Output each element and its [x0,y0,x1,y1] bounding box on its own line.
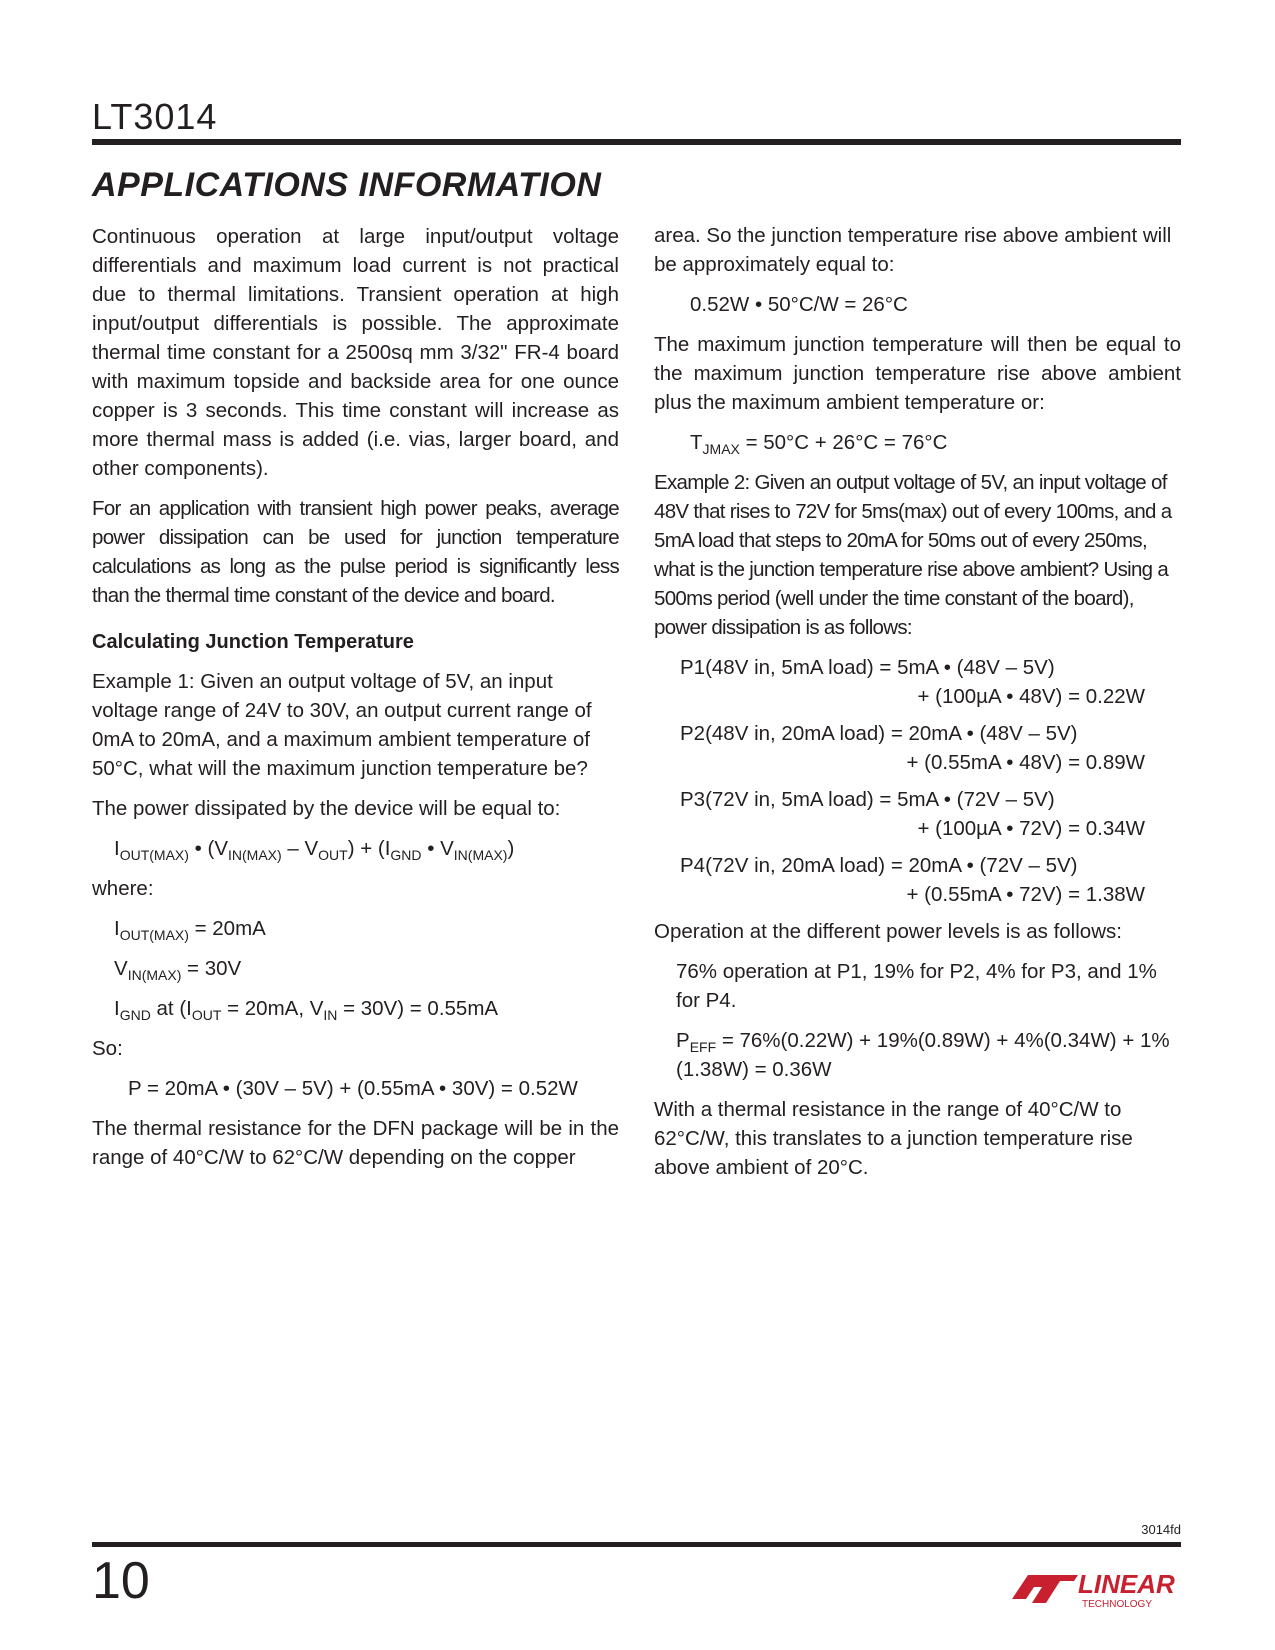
where-label: where: [92,877,154,900]
formula-tjmax: $T_{JMAX} = 50^\circ C + 26^\circ C = 76^\circ C$ [690,431,948,457]
operation-percentages: 76% operation at P1, 19% for P2, 4% for P3, and 1% for P4. [676,960,1157,1012]
power-equation: P4(72V in, 20mA load) = 20mA • (72V – 5V) + (0.55mA • 72V) = 1.38W [680,854,1145,906]
paragraph: For an application with transient high power peaks, average power dissipation can be used for junction temperature calculations as long as the pulse period is significantly less than the thermal time constant of the device and board. [92,497,619,607]
paragraph: Example 1: Given an output voltage of 5V, an input voltage range of 24V to 30V, an output current range of 0mA to 20mA, and a maximum ambient temperature of 50°C, what will the maximum junction temperature be? [92,670,592,780]
lt-logo-mark-icon [1012,1575,1078,1603]
section-title: APPLICATIONS INFORMATION [92,166,602,204]
part-number: LT3014 [92,96,218,137]
paragraph: Example 2: Given an output voltage of 5V, an input voltage of 48V that rises to 72V for 5ms(max) out of every 100ms, and a 5mA load that steps to 20mA for 50ms out of every 250ms, what is the junction temperature rise above ambient? Using a 500ms period (well under the time constant of the board), power dissipation is as follows: [654,471,1172,639]
paragraph: The maximum junction temperature will then be equal to the maximum junction temperature rise above ambient plus the maximum ambient temperature or: [654,333,1181,414]
paragraph: Continuous operation at large input/output voltage differentials and maximum load current is not practical due to thermal limitations. Transient operation at high input/output differentials is possible. The approximate thermal time constant for a 2500sq mm 3/32" FR-4 board with maximum topside and backside area for one ounce copper is 3 seconds. This time constant will increase as more thermal mass is added (i.e. vias, larger board, and other components). [92,225,619,480]
power-equation: P2(48V in, 20mA load) = 20mA • (48V – 5V) + (0.55mA • 48V) = 0.89W [680,722,1145,774]
power-equation: P1(48V in, 5mA load) = 5mA • (48V – 5V) + (100µA • 48V) = 0.22W [680,656,1145,708]
paragraph: The power dissipated by the device will be equal to: [92,797,561,820]
power-equation: P3(72V in, 5mA load) = 5mA • (72V – 5V) + (100µA • 72V) = 0.34W [680,788,1145,840]
formula-iout: $I_{OUT(MAX)} = 20mA$ [114,917,266,943]
right-column [654,221,1181,1193]
paragraph: The thermal resistance for the DFN package will be in the range of 40°C/W to 62°C/W depending on the copper [92,1117,619,1169]
so-label: So: [92,1037,123,1060]
document-number: 3014fd [1141,1522,1181,1537]
formula-ignd: $I_{GND}$ at ($I_{OUT} = 20mA$, $V_{IN} = 30V) = 0.55mA$ [114,997,499,1023]
formula-power-general: $I_{OUT(MAX)}$ • $(V_{IN(MAX)} - V_{OUT}) + (I_{GND}$ • $V_{IN(MAX)}$) [114,837,515,863]
paragraph: area. So the junction temperature rise above ambient will be approximately equal to: [654,224,1172,276]
header-rule [92,139,1181,145]
paragraph: With a thermal resistance in the range of 40°C/W to 62°C/W, this translates to a junction temperature rise above ambient of 20°C. [654,1098,1133,1179]
formula-peff: $P_{EFF} = 76\%(0.22W) + 19\%(0.89W) + 4\%(0.34W) + 1\%(1.38W) = 0.36W$ [676,1029,1170,1081]
linear-technology-logo [1008,1563,1184,1611]
paragraph: Operation at the different power levels is as follows: [654,920,1122,943]
subheading: Calculating Junction Temperature [92,631,414,653]
formula-temp-rise: 0.52W • 50°C/W = 26°C [690,293,908,316]
logo-text: LINEAR [1078,1569,1175,1599]
page-number: 10 [92,1552,150,1610]
formula-vin: $V_{IN(MAX)} = 30V$ [114,957,242,983]
left-column [92,222,619,1183]
logo-subtext: TECHNOLOGY [1082,1599,1153,1610]
footer-rule [92,1542,1181,1547]
formula-power-result: P = 20mA • (30V – 5V) + (0.55mA • 30V) = 0.52W [128,1077,578,1100]
